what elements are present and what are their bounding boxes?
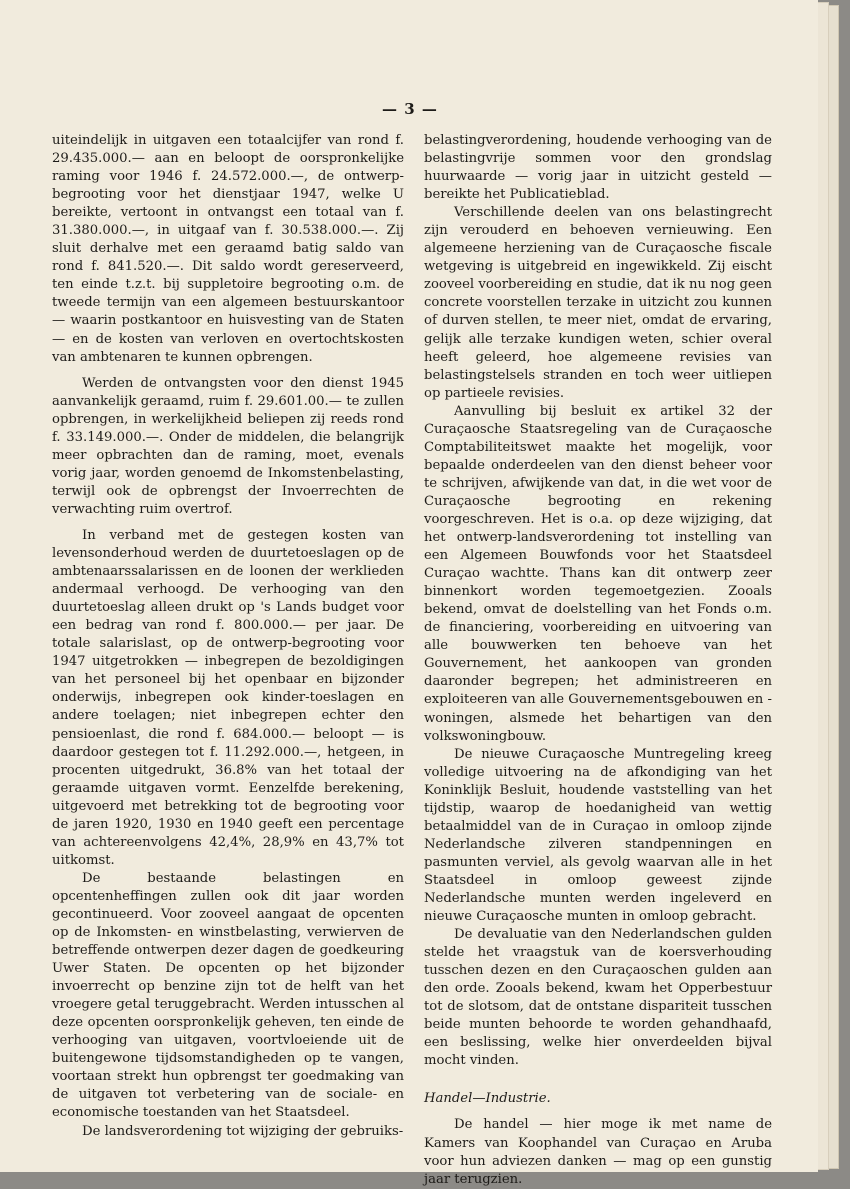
paragraph: De handel — hier moge ik met name de Kamers van Koophandel van Curaçao en Aruba voor hun adviezen danken — mag op een gunstig jaar terugzien. <box>424 1117 772 1187</box>
paragraph: uiteindelijk in uitgaven een totaalcijfer van rond f. 29.435.000.— aan en beloopt de oorspronkelijke raming voor 1946 f. 24.572.000.—, de ontwerp-begrooting voor het dienstjaar 1947, welke U bereikte, vertoont in ontvangst een totaal van f. 31.380.000.—, in uitgaaf van f. 30.538.000.—. Zij sluit derhalve met een geraamd batig saldo van rond f. 841.520.—. Dit saldo wordt gereserveerd, ten einde t.z.t. bij suppletoire begrooting o.m. de tweede termijn van een algemeen bestuurskantoor — waarin postkantoor en huisvesting van de Staten — en de kosten van verloven en overtochtskosten van ambtenaren te kunnen opbrengen. <box>52 133 404 365</box>
paragraph: De devaluatie van den Nederlandschen gulden stelde het vraagstuk van de koersverhouding tusschen dezen en den Curaçaoschen gulden aan den orde. Zooals bekend, kwam het Opperbestuur tot de slotsom, dat de ontstane dispariteit tusschen beide munten behoorde te worden gehandhaafd, een beslissing, welke hier onverdeelden bijval mocht vinden. <box>424 927 772 1069</box>
paragraph: Aanvulling bij besluit ex artikel 32 der Curaçaosche Staatsregeling van de Curaçaosche Comptabiliteitswet maakte het mogelijk, voor bepaalde onderdeelen van den dienst beheer voor te schrijven, afwijkende van dat, in die wet voor de Curaçaosche begrooting en rekening voorgeschreven. Het is o.a. op deze wijziging, dat het ontwerp-landsverordening tot instelling van een Algemeen Bouwfonds voor het Staatsdeel Curaçao wachtte. Thans kan dit ontwerp zeer binnenkort worden tegemoetgezien. Zooals bekend, omvat de doelstelling van het Fonds o.m. de financiering, voorbereiding en uitvoering van alle bouwwerken ten behoeve van het Gouvernement, het aankoopen van gronden daaronder begrepen; het administreeren en exploiteeren van alle Gouvernementsgebouwen en - woningen, alsmede het behartigen van den volkswoningbouw. <box>424 403 772 744</box>
page-number: — 3 — <box>382 100 438 118</box>
paragraph: Verschillende deelen van ons belastingrecht zijn verouderd en behoeven vernieuwing. Een algemeene herziening van de Curaçaosche fiscale wetgeving is uitgebreid en ingewikkeld. Zij eischt zooveel voorbereiding en studie, dat ik nu nog geen concrete voorstellen terzake in uitzicht zou kunnen of durven stellen, te meer niet, omdat de ervaring, gelijk alle terzake kundigen weten, schier overal heeft geleerd, hoe algemeene revisies van belastingstelsels stranden en toch weer uitliepen op partieele revisies. <box>424 205 772 401</box>
paragraph: De nieuwe Curaçaosche Muntregeling kreeg volledige uitvoering na de afkondiging van het Koninklijk Besluit, houdende vaststelling van het tijdstip, waarop de hoedanigheid van wettig betaalmiddel van de in Curaçao in omloop zijnde Nederlandsche zilveren standpenningen en pasmunten verviel, als gevolg waarvan alle in het Staatsdeel in omloop geweest zijnde Nederlandsche munten werden ingeleverd en nieuwe Curaçaosche munten in omloop gebracht. <box>424 746 772 925</box>
paragraph: In verband met de gestegen kosten van levensonderhoud werden de duurtetoeslagen op de ambtenaarssalarissen en de loonen der werklieden andermaal verhoogd. De verhooging van den duurtetoeslag alleen drukt op 's Lands budget voor een bedrag van rond f. 800.000.— per jaar. De totale salarislast, op de ontwerp-begrooting voor 1947 uitgetrokken — inbegrepen de bezoldigingen van het personeel bij het openbaar en bijzonder onderwijs, inbegrepen ook kinder-toeslagen en andere toelagen; niet inbegrepen echter den pensioenlast, die rond f. 684.000.— beloopt — is daardoor gestegen tot f. 11.292.000.—, hetgeen, in procenten uitgedrukt, 36.8% van het totaal der geraamde uitgaven vormt. Eenzelfde berekening, uitgevoerd met betrekking tot de begrooting voor de jaren 1920, 1930 en 1940 geeft een percentage van achtereenvolgens 42,4%, 28,9% en 43,7% tot uitkomst. <box>52 527 404 868</box>
paragraph: De landsverordening tot wijziging der gebruiks- <box>82 1123 404 1139</box>
section-heading: Handel—Industrie. <box>424 1091 551 1107</box>
paragraph: belastingverordening, houdende verhooging van de belastingvrije sommen voor den grondslag huurwaarde — vorig jaar in uitzicht gesteld — bereikte het Publicatieblad. <box>424 133 772 203</box>
left-column <box>52 132 404 1141</box>
paragraph: Werden de ontvangsten voor den dienst 1945 aanvankelijk geraamd, ruim f. 29.601.00.— te zullen opbrengen, in werkelijkheid beliepen zij reeds rond f. 33.149.000.—. Onder de middelen, die belangrijk meer opbrachten dan de raming, moet, evenals vorig jaar, worden genoemd de Inkomstenbelasting, terwijl ook de opbrengst der Invoerrechten de verwachting ruim overtrof. <box>52 375 404 517</box>
paragraph: De bestaande belastingen en opcentenheffingen zullen ook dit jaar worden gecontinueerd. Voor zooveel aangaat de opcenten op de Inkomsten- en winstbelasting, verwierven de betreffende ontwerpen dezer dagen de goedkeuring Uwer Staten. De opcenten op het bijzonder invoerrecht op benzine zijn tot de helft van het vroegere getal teruggebracht. Werden intusschen al deze opcenten oorspronkelijk geheven, ten einde de verhooging van uitgaven, voortvloeiende uit de buitengewone tijdsomstandigheden op te vangen, voortaan strekt hun opbrengst ter goedmaking van de uitgaven tot verbetering van de sociale- en economische toestanden van het Staatsdeel. <box>52 870 404 1121</box>
right-column <box>424 132 772 1189</box>
